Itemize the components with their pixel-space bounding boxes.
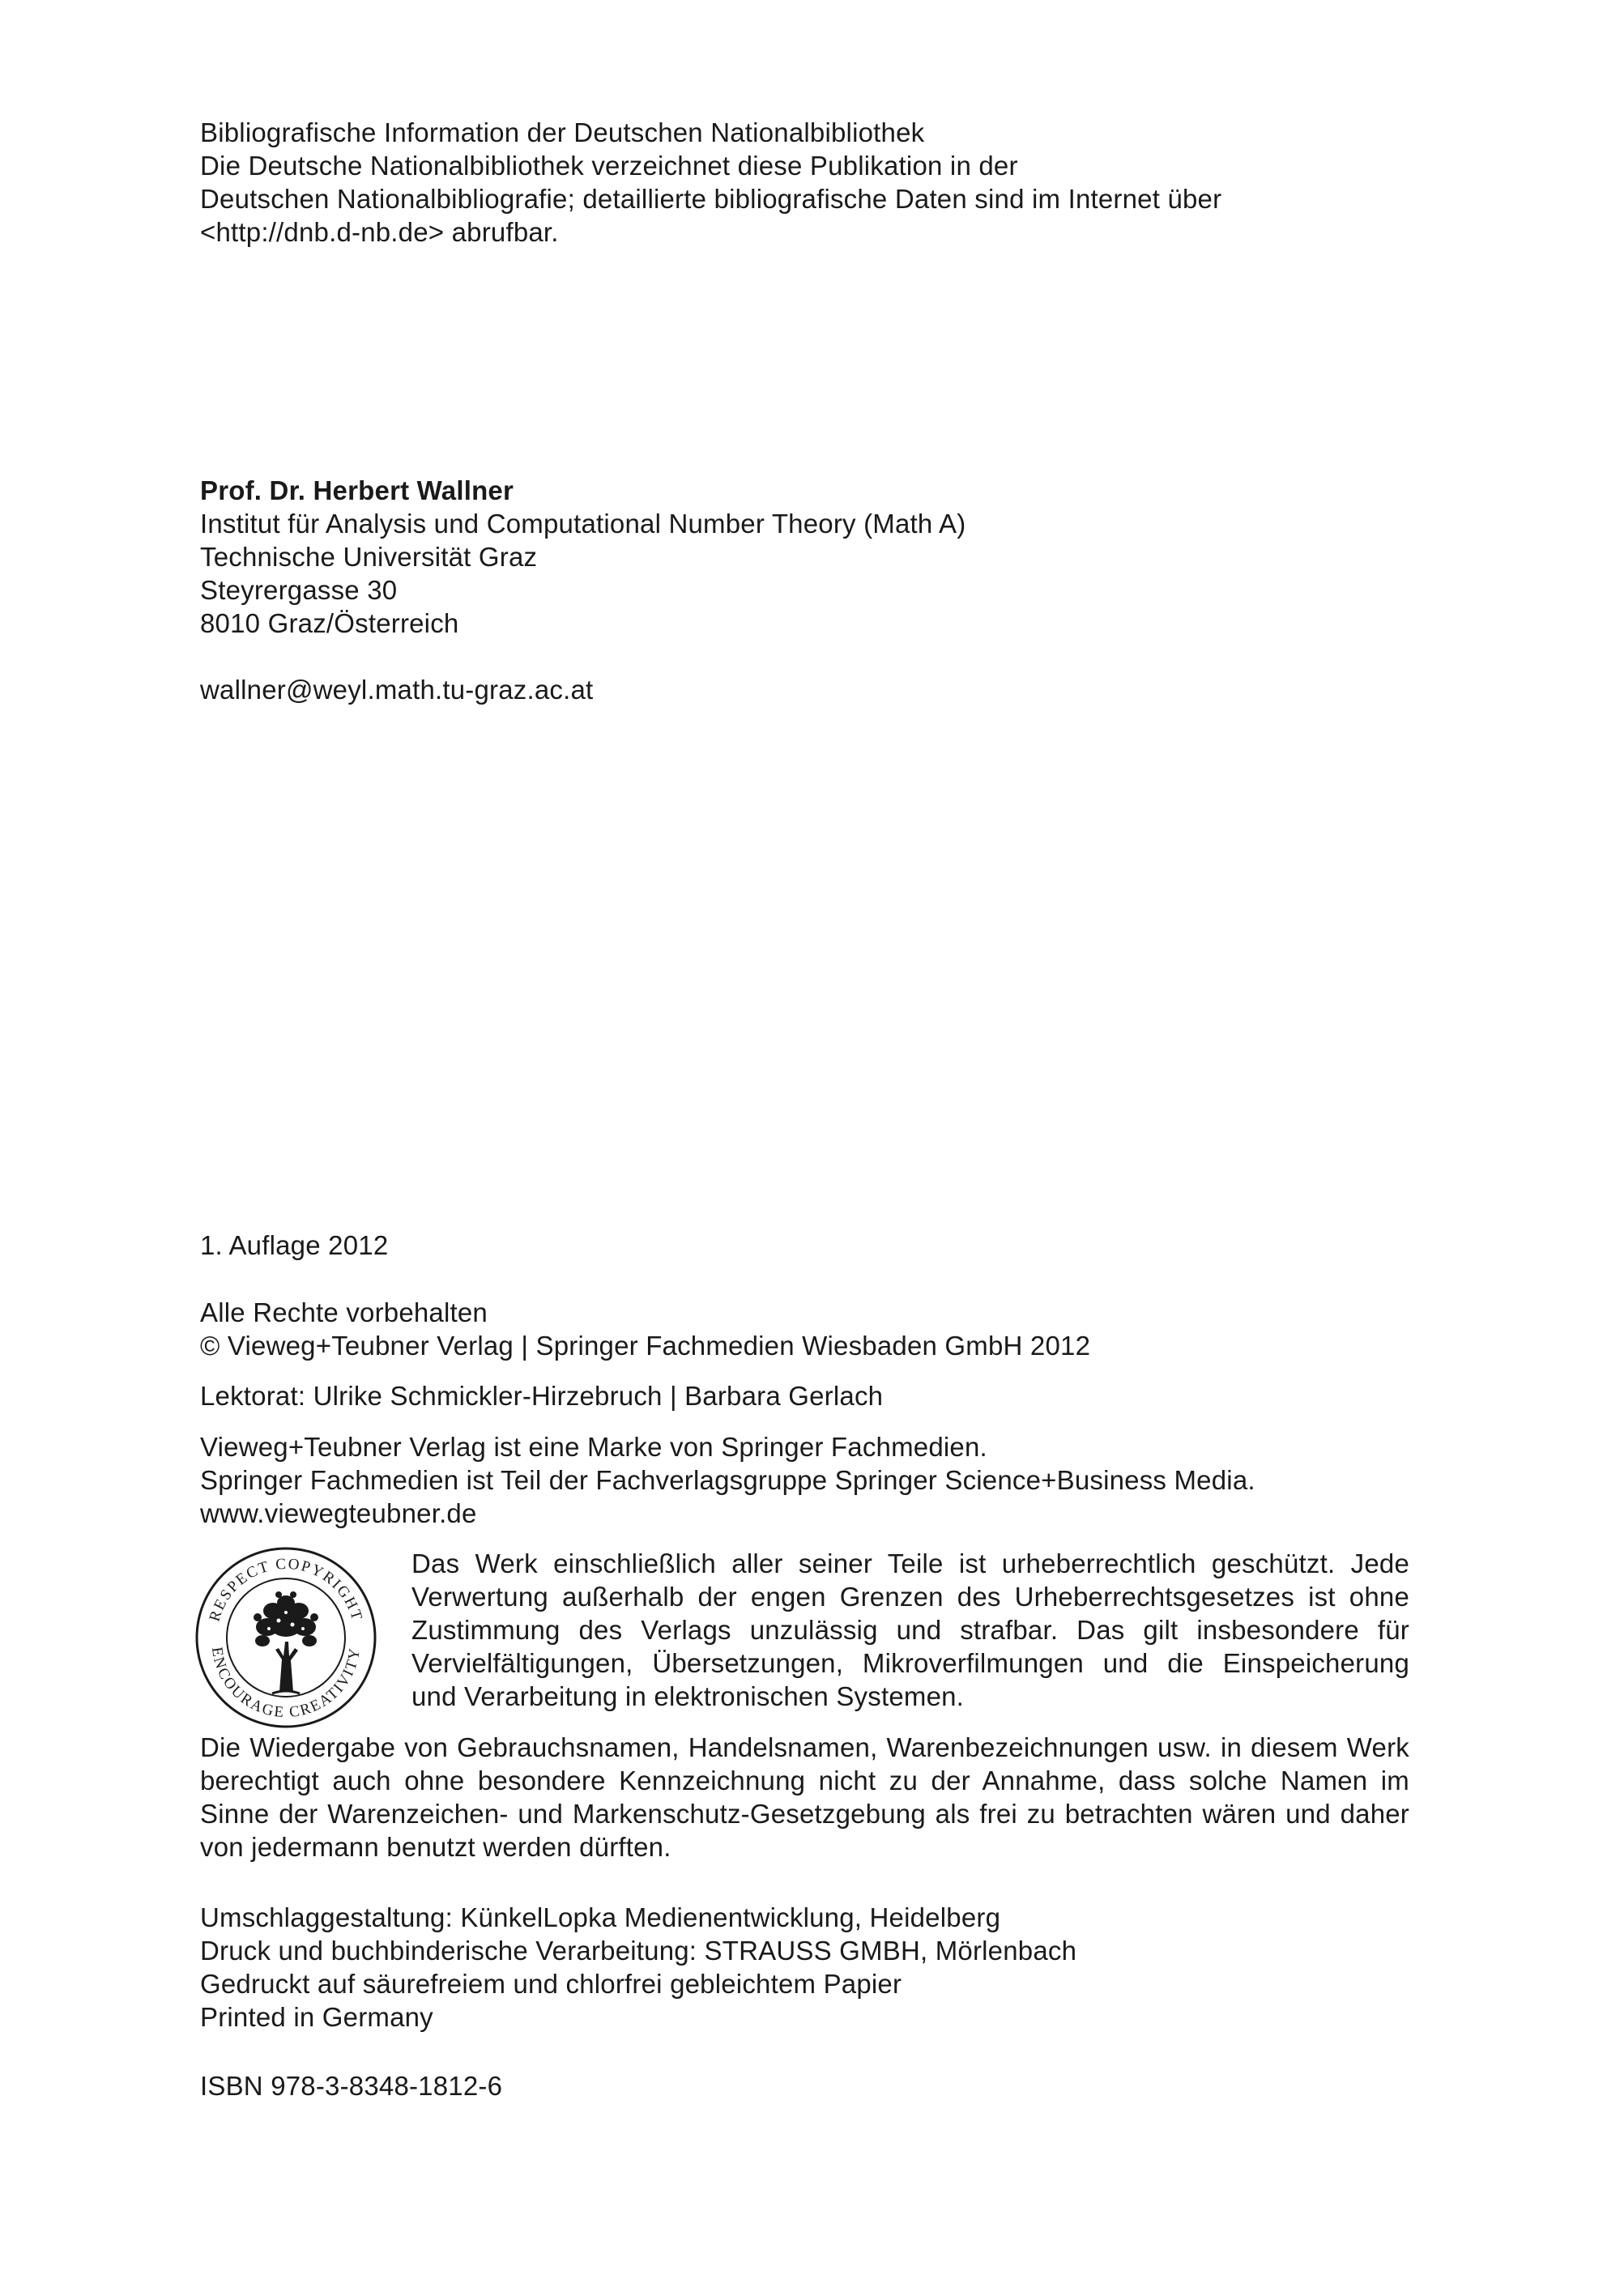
bibliographic-line: Deutschen Nationalbibliografie; detaillierte bibliografische Daten sind im Internet über — [200, 184, 1222, 214]
notice-line: Vervielfältigungen, Übersetzungen, Mikroverfilmungen und die Einspeicherung — [411, 1648, 1409, 1678]
respect-copyright-emblem — [194, 1546, 377, 1729]
edition — [200, 1229, 388, 1262]
production-line: Umschlaggestaltung: KünkelLopka Medienentwicklung, Heidelberg — [200, 1902, 1001, 1932]
author-address-line: Institut für Analysis und Computational Number Theory (Math A) — [200, 509, 966, 539]
notice-line: Verwertung außerhalb der engen Grenzen des Urheberrechtsgesetzes ist ohne — [411, 1582, 1409, 1612]
copyright-notice — [411, 1547, 1409, 1713]
publisher-line: Vieweg+Teubner Verlag ist eine Marke von Springer Fachmedien. — [200, 1432, 987, 1462]
emblem-text-top: RESPECT COPYRIGHT — [206, 1555, 366, 1624]
trademark-line: von jedermann benutzt werden dürften. — [200, 1832, 671, 1862]
rights-line: Alle Rechte vorbehalten — [200, 1297, 488, 1327]
bibliographic-line: Die Deutsche Nationalbibliothek verzeichnet diese Publikation in der — [200, 151, 1018, 181]
isbn-block — [200, 2069, 502, 2102]
trademark-notice — [200, 1731, 1409, 1864]
notice-line: Das Werk einschließlich aller seiner Teile ist urheberrechtlich geschützt. Jede — [411, 1548, 1409, 1578]
editorial-text: Lektorat: Ulrike Schmickler-Hirzebruch | Barbara Gerlach — [200, 1381, 884, 1411]
publisher-block — [200, 1430, 1255, 1530]
trademark-line: Die Wiedergabe von Gebrauchsnamen, Handelsnamen, Warenbezeichnungen usw. in diesem Werk — [200, 1732, 1409, 1762]
edition-text: 1. Auflage 2012 — [200, 1230, 389, 1260]
isbn: ISBN 978-3-8348-1812-6 — [200, 2071, 503, 2101]
trademark-line: berechtigt auch ohne besondere Kennzeichnung nicht zu der Annahme, dass solche Namen im — [200, 1766, 1409, 1795]
editorial-block — [200, 1379, 883, 1412]
production-block — [200, 1901, 1076, 2034]
production-line: Druck und buchbinderische Verarbeitung: STRAUSS GMBH, Mörlenbach — [200, 1936, 1077, 1966]
notice-line: Zustimmung des Verlags unzulässig und strafbar. Das gilt insbesondere für — [411, 1615, 1409, 1645]
author-address-line: Steyrergasse 30 — [200, 575, 398, 605]
email-text: wallner@weyl.math.tu-graz.ac.at — [200, 675, 594, 705]
notice-line: und Verarbeitung in elektronischen Systemen. — [411, 1681, 965, 1711]
bibliographic-line: Bibliografische Information der Deutschen Nationalbibliothek — [200, 117, 925, 147]
copyright-line: © Vieweg+Teubner Verlag | Springer Fachmedien Wiesbaden GmbH 2012 — [200, 1331, 1091, 1361]
production-line: Printed in Germany — [200, 2002, 433, 2032]
emblem-text-bottom: ENCOURAGE CREATIVITY — [207, 1646, 364, 1722]
publisher-line: Springer Fachmedien ist Teil der Fachverlagsgruppe Springer Science+Business Media. — [200, 1465, 1255, 1495]
author-address-line: 8010 Graz/Österreich — [200, 608, 459, 638]
author-name: Prof. Dr. Herbert Wallner — [200, 475, 514, 505]
publisher-url: www.viewegteubner.de — [200, 1498, 477, 1528]
trademark-line: Sinne der Warenzeichen- und Markenschutz-Gesetzgebung als frei zu betrachten wären und daher — [200, 1799, 1409, 1829]
author-address-line: Technische Universität Graz — [200, 542, 538, 572]
rights-block — [200, 1296, 1090, 1362]
bibliographic-link-line: <http://dnb.d-nb.de> abrufbar. — [200, 217, 559, 247]
production-line: Gedruckt auf säurefreiem und chlorfrei gebleichtem Papier — [200, 1969, 902, 1999]
author-email — [200, 673, 593, 706]
author-block — [200, 474, 965, 640]
bibliographic-info — [200, 116, 1221, 249]
tree-emblem-icon — [194, 1546, 377, 1729]
